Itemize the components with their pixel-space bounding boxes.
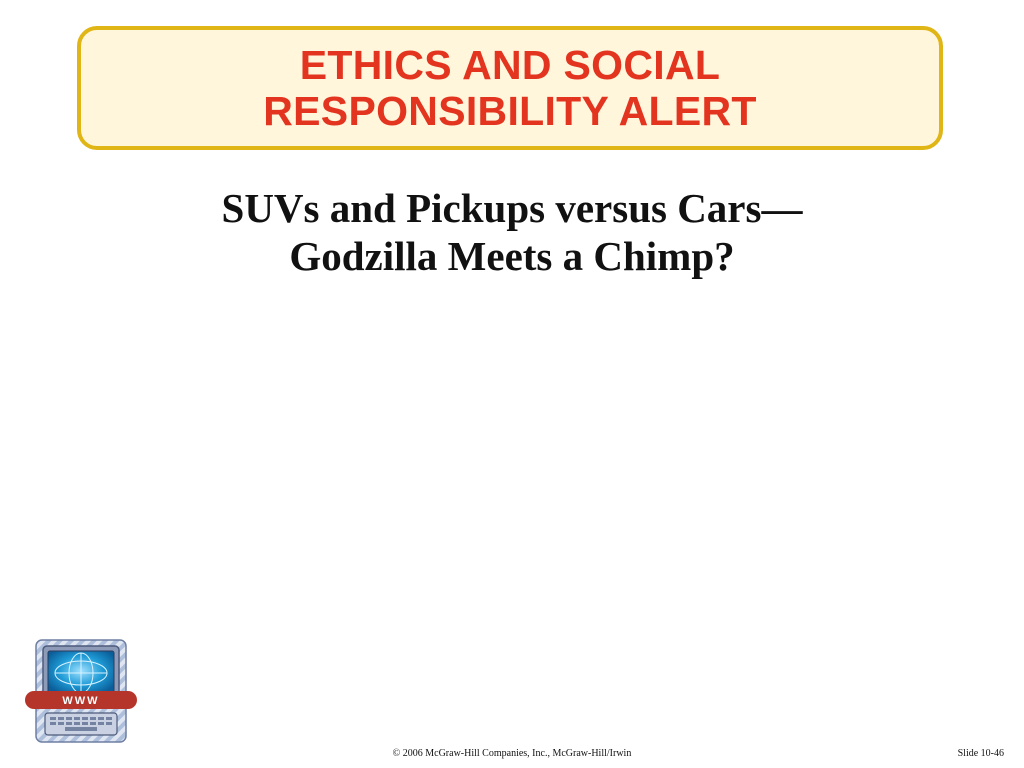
alert-title-line-1: ETHICS AND SOCIAL [299,42,721,88]
alert-banner [77,26,943,150]
www-badge-label: WWW [62,695,100,707]
computer-globe-icon[interactable] [25,639,137,743]
slide-title-line-1: SUVs and Pickups versus Cars— [221,185,803,231]
footer-copyright: © 2006 McGraw-Hill Companies, Inc., McGraw-Hill/Irwin [392,748,632,759]
slide-number: Slide 10-46 [957,748,1004,759]
slide-title-line-2: Godzilla Meets a Chimp? [289,233,735,279]
slide-title [0,184,1024,280]
alert-title-line-2: RESPONSIBILITY ALERT [263,88,757,134]
